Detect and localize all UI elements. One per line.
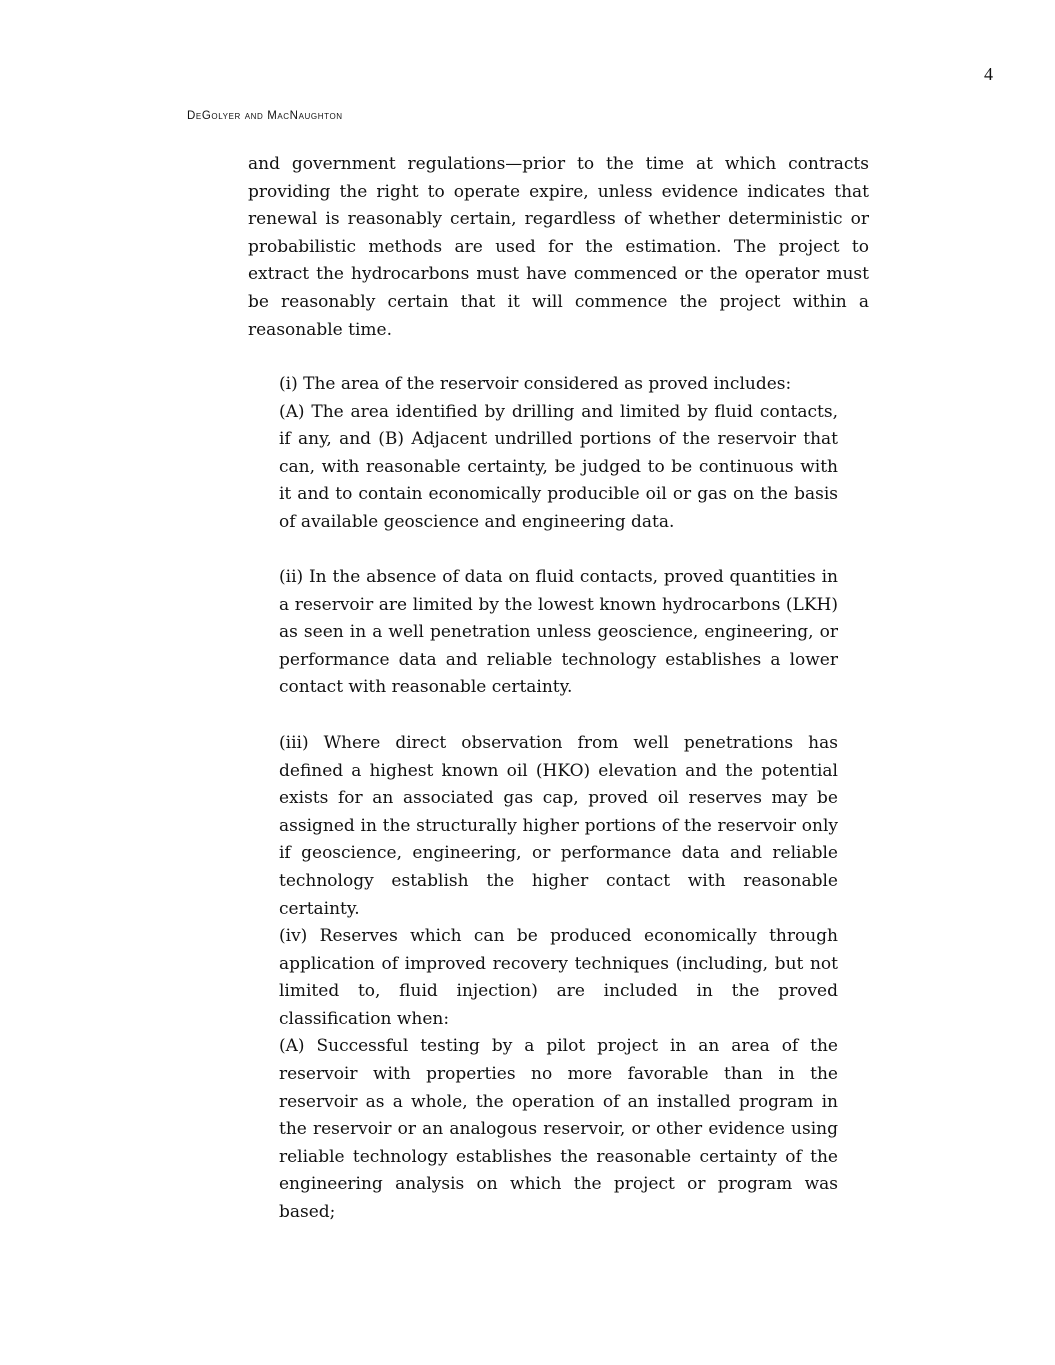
section-iv-text: (A) Successful testing by a pilot project in an area of the reservoir with properties no more favorable than in the reservoir as a whole, the operation of an installed program in the reservoir or an analogous reservoir, or other evidence using reliable technology establishes the reasonable certainty of the engineering analysis on which the project or program was based; [279, 1036, 838, 1222]
section-iii-text: (iii) Where direct observation from well penetrations has defined a highest known oil (HKO) elevation and the potential exists for an associated gas cap, proved oil reserves may be assigned in the structurally higher portions of the reservoir only if geoscience, engineering, or performance data and reliable technology establish the higher contact with reasonable certainty. [279, 733, 838, 919]
section-ii [279, 564, 838, 702]
section-i-text: (A) The area identified by drilling and limited by fluid contacts, if any, and (B) Adjacent undrilled portions of the reservoir that can, with reasonable certainty, be judged to be continuous with it and to contain economically producible oil or gas on the basis of available geoscience and engineering data. [279, 401, 838, 532]
section-iv [279, 923, 838, 1227]
section-iii [279, 730, 838, 923]
intro-paragraph: and government regulations—prior to the time at which contracts providing the right to operate expire, unless evidence indicates that renewal is reasonably certain, regardless of whether deterministic or probabilistic methods are used for the estimation. The project to extract the hydrocarbons must have commenced or the operator must be reasonably certain that it will commence the project within a reasonable time. [248, 154, 869, 340]
section-i [279, 371, 838, 537]
section-ii-text: (ii) In the absence of data on fluid contacts, proved quantities in a reservoir are limited by the lowest known hydrocarbons (LKH) as seen in a well penetration unless geoscience, engineering, or performance data and reliable technology establishes a lower contact with reasonable certainty. [279, 567, 838, 698]
section-iv-lead: (iv) Reserves which can be produced economically through application of improved recovery techniques (including, but not limited to, fluid injection) are included in the proved classification when: [279, 926, 838, 1029]
section-i-lead: (i) The area of the reservoir considered as proved includes: [279, 374, 792, 394]
firm-name-header: DeGolyer and MacNaughton [187, 110, 343, 122]
page-number: 4 [984, 64, 993, 84]
